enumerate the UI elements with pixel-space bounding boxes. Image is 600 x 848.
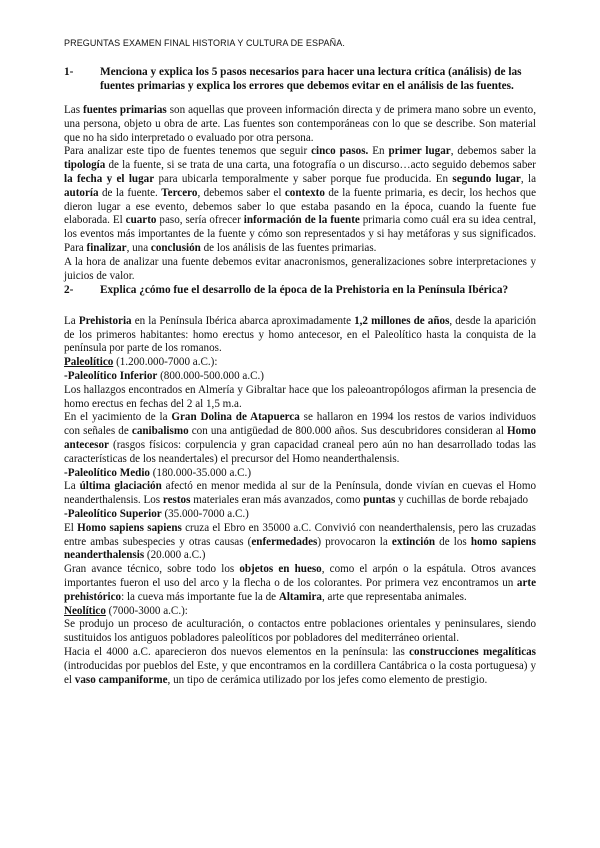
- question-1-heading: [64, 66, 536, 93]
- question-1-text: Menciona y explica los 5 pasos necesarios para hacer una lectura crítica (análisis) de las fuentes primarias y explica los errores que debemos evitar en el análisis de las fuentes.: [100, 66, 522, 92]
- lower-paleolithic-paragraph-1: Los hallazgos encontrados en Almería y Gibraltar hace que los paleoantropólogos afirman la presencia de homo erectus en fechas del 2 al 1,5 m.a.: [64, 383, 536, 410]
- upper-paleolithic-heading: -Paleolítico Superior (35.000-7000 a.C.): [64, 508, 249, 521]
- question-1-number: 1-: [64, 66, 74, 78]
- middle-paleolithic-paragraph: La última glaciación afectó en menor medida al sur de la Península, donde vivían en cuevas el Homo neanderthalensis. Los restos materiales eran más avanzados, como puntas y cuchillas de borde rebajado: [64, 480, 536, 507]
- page-header: PREGUNTAS EXAMEN FINAL HISTORIA Y CULTURA DE ESPAÑA.: [64, 38, 345, 48]
- lower-paleolithic-heading: -Paleolítico Inferior (800.000-500.000 a.C.): [64, 370, 264, 383]
- paleolithic-heading: Paleolítico (1.200.000-7000 a.C.):: [64, 356, 218, 369]
- upper-paleolithic-paragraph-1: El Homo sapiens sapiens cruza el Ebro en 35000 a.C. Convivió con neanderthalensis, pero las cruzadas entre ambas subespecies y otras causas (enfermedades) provocaron la extinción de los homo sapiens neanderthalensis (20.000 a.C.): [64, 521, 536, 562]
- question-2-heading: [64, 284, 536, 298]
- prehistory-intro-paragraph: La Prehistoria en la Península Ibérica abarca aproximadamente 1,2 millones de años, desde la aparición de los primeros habitantes: homo erectus y homo antecesor, en el Paleolítico hasta la conquista de la península por parte de los romanos.: [64, 314, 536, 355]
- neolithic-paragraph-1: Se produjo un proceso de aculturación, o contactos entre poblaciones orientales y peninsulares, siendo sustituidos los antiguos pobladores paleolíticos por pobladores del mediterráneo oriental.: [64, 618, 536, 645]
- question-2-number: 2-: [64, 284, 74, 297]
- question-2-text: Explica ¿cómo fue el desarrollo de la época de la Prehistoria en la Península Ibérica?: [100, 284, 509, 297]
- middle-paleolithic-heading: -Paleolítico Medio (180.000-35.000 a.C.): [64, 466, 252, 479]
- five-steps-paragraph: Para analizar este tipo de fuentes tenemos que seguir cinco pasos. En primer lugar, debemos saber la tipología de la fuente, si se trata de una carta, una fotografía o un discurso…acto seguido debemos saber la fecha y el lugar para ubicarla temporalmente y saber porque fue producida. En segundo lugar, la autoría de la fuente. Tercero, debemos saber el contexto de la fuente primaria, es decir, los hechos que dieron lugar a ese evento, debemos saber lo que estaba pasando en la época, cuando la fuente fue elaborada. El cuarto paso, sería ofrecer información de la fuente primaria como cuál era su idea central, los eventos más importantes de la fuente y cómo son representados y si hay metáforas y sus significados. Para finalizar, una conclusión de los análisis de las fuentes primarias.: [64, 145, 537, 254]
- upper-paleolithic-paragraph-2: Gran avance técnico, sobre todo los objetos en hueso, como el arpón o la espátula. Otros avances importantes fueron el uso del arco y la flecha o de los colorantes. Por primera vez encontramos un arte prehistórico: la cueva más importante fue la de Altamira, arte que representaba animales.: [64, 563, 536, 603]
- document-page: [64, 38, 536, 687]
- primary-sources-definition: Las fuentes primarias son aquellas que proveen información directa y de primera mano sobre un evento, una persona, objeto u obra de arte. Las fuentes son contemporáneas con lo que se describe. Son material que no ha sido interpretado o evaluado por otra persona.: [64, 104, 536, 144]
- errors-to-avoid-paragraph: A la hora de analizar una fuente debemos evitar anacronismos, generalizaciones sobre interpretaciones y juicios de valor.: [64, 255, 536, 282]
- neolithic-heading: Neolítico (7000-3000 a.C.):: [64, 604, 188, 617]
- lower-paleolithic-paragraph-2: En el yacimiento de la Gran Dolina de Atapuerca se hallaron en 1994 los restos de varios individuos con señales de canibalismo con una antigüedad de 800.000 años. Sus descubridores consideran al Homo antecesor (rasgos físicos: corpulencia y gran capacidad craneal pero aún no han desarrollado todas las características de los neandertales) el precursor del Homo neanderthalensis.: [64, 411, 536, 465]
- neolithic-paragraph-2: Hacia el 4000 a.C. aparecieron dos nuevos elementos en la península: las construcciones megalíticas (introducidas por pueblos del Este, y que encontramos en la cordillera Cantábrica o la costa portuguesa) y el vaso campaniforme, un tipo de cerámica utilizado por los jefes como elemento de prestigio.: [64, 645, 536, 686]
